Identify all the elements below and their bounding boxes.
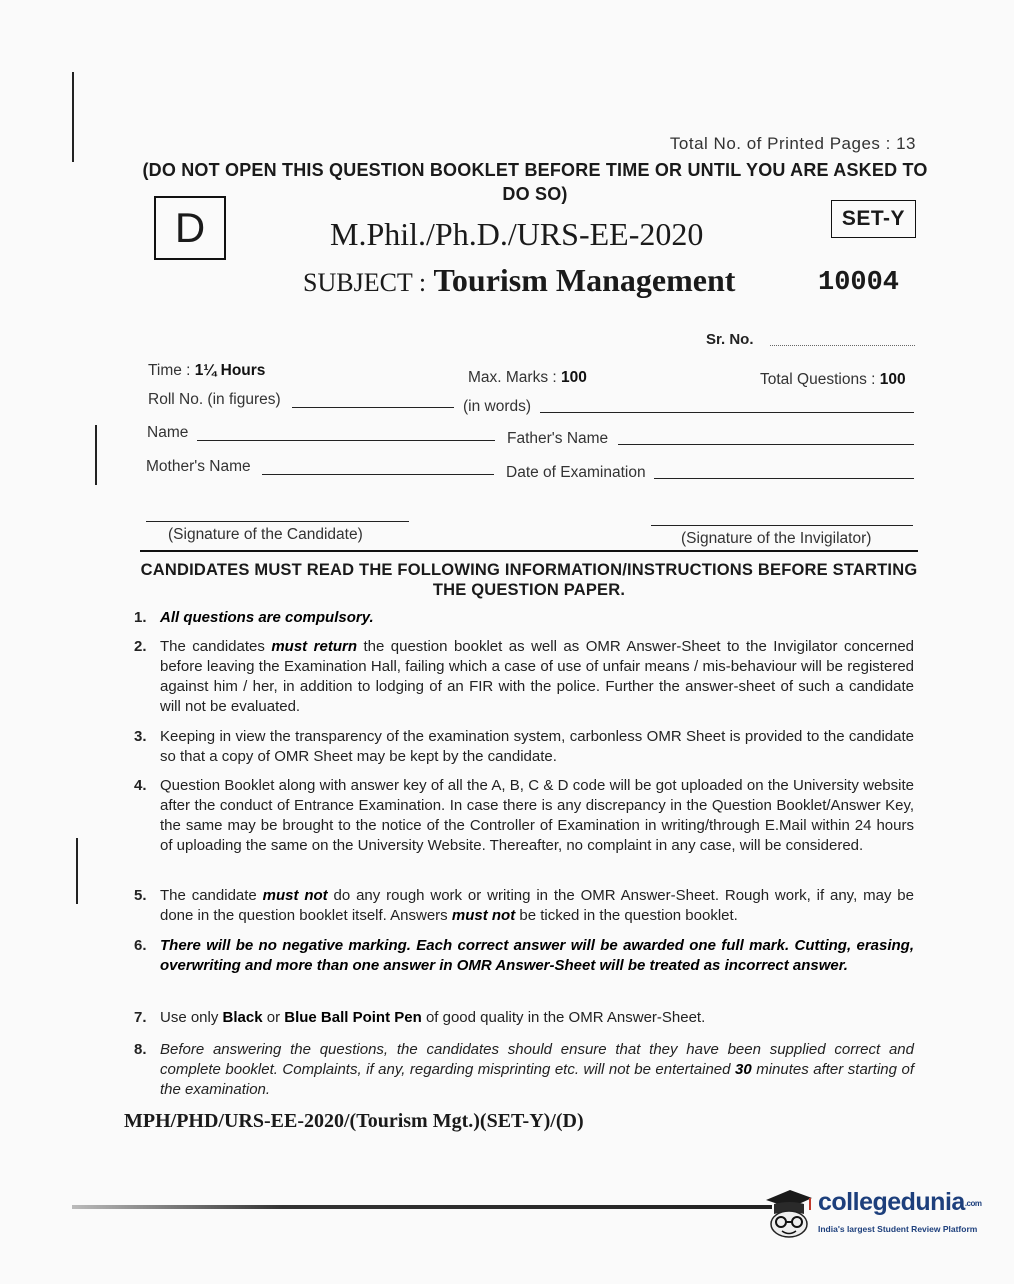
brand-name: collegedunia.com [818, 1188, 982, 1216]
instruction-text: Question Booklet along with answer key of all the A, B, C & D code will be got uploaded on the University website after the conduct of Entrance Examination. In case there is any discrepancy in the Question Booklet/Answer Key, the same may be brought to the notice of the Controller of Examination in writing/through E.Mail within 24 hours of uploading the same on the University Website. Thereafter, no complaint in any case, will be considered. [160, 777, 914, 854]
candidate-signature-label: (Signature of the Candidate) [168, 526, 363, 543]
instruction-text: Use only Black or Blue Ball Point Pen of good quality in the OMR Answer-Sheet. [160, 1009, 706, 1026]
exam-title: M.Phil./Ph.D./URS-EE-2020 [330, 216, 704, 252]
total-questions-field [760, 371, 906, 389]
instruction-number: 6. [134, 937, 147, 954]
date-of-exam-input[interactable] [654, 478, 914, 479]
max-marks-label: Max. Marks : [468, 369, 557, 386]
subject-label: SUBJECT : [303, 268, 427, 297]
instruction-text: The candidate must not do any rough work or writing in the OMR Answer-Sheet. Rough work, if any, may be done in the question booklet itself. Answers must not be ticked in the question booklet. [160, 887, 914, 924]
instruction-number: 8. [134, 1041, 147, 1058]
fathers-name-input[interactable] [618, 444, 914, 445]
printed-pages: Total No. of Printed Pages : 13 [669, 134, 916, 153]
name-input[interactable] [197, 440, 495, 441]
instruction-item [134, 1040, 914, 1100]
subject-line [303, 262, 735, 299]
time-label: Time : [148, 362, 191, 379]
instructions-heading: CANDIDATES MUST READ THE FOLLOWING INFORMATION/INSTRUCTIONS BEFORE STARTING THE QUESTION PAPER. [140, 561, 918, 599]
instruction-number: 7. [134, 1009, 147, 1026]
total-questions-label: Total Questions : [760, 371, 876, 388]
sr-no-label: Sr. No. [706, 331, 754, 348]
margin-mark [72, 72, 74, 162]
max-marks-field [468, 369, 587, 387]
max-marks-value: 100 [561, 369, 587, 386]
instruction-item [134, 776, 914, 856]
instruction-item [134, 727, 914, 767]
instruction-item [134, 637, 914, 717]
margin-mark [76, 838, 78, 904]
subject-code: 10004 [818, 268, 900, 298]
mascot-icon [760, 1180, 816, 1240]
set-box: SET-Y [831, 200, 916, 238]
instruction-number: 1. [134, 609, 147, 626]
instruction-item [134, 1008, 914, 1028]
bottom-bar [72, 1205, 772, 1209]
instruction-text: There will be no negative marking. Each correct answer will be awarded one full mark. Cutting, erasing, overwriting and more than one answer in OMR Answer-Sheet will be treated as incorrect answer. [160, 937, 914, 974]
time-value: 1¼ Hours [194, 362, 266, 379]
invigilator-signature-line[interactable] [651, 525, 913, 526]
sr-no-field[interactable] [770, 345, 915, 346]
warning-notice: (DO NOT OPEN THIS QUESTION BOOKLET BEFORE TIME OR UNTIL YOU ARE ASKED TO DO SO) [142, 160, 928, 204]
booklet-code-box: D [154, 196, 226, 260]
mothers-name-label: Mother's Name [146, 458, 251, 475]
instruction-text: The candidates must return the question booklet as well as OMR Answer-Sheet to the Invigilator concerned before leaving the Examination Hall, failing which a case of use of unfair means / mis-behaviour will be registered against him / her, in addition to lodging of an FIR with the police. Further the answer-sheet of such a candidate will not be evaluated. [160, 638, 914, 715]
brand-logo[interactable] [760, 1180, 990, 1240]
roll-no-figures-input[interactable] [292, 407, 454, 408]
instruction-text: All questions are compulsory. [160, 609, 374, 626]
fathers-name-label: Father's Name [507, 430, 609, 447]
roll-no-words-input[interactable] [540, 412, 914, 413]
margin-mark [95, 425, 97, 485]
divider [140, 550, 918, 552]
date-of-exam-label: Date of Examination [506, 464, 646, 481]
brand-tagline: India's largest Student Review Platform [818, 1224, 978, 1234]
roll-no-figures-label: Roll No. (in figures) [148, 391, 281, 408]
instruction-item [134, 936, 914, 976]
instruction-number: 3. [134, 728, 147, 745]
instruction-text: Keeping in view the transparency of the examination system, carbonless OMR Sheet is provided to the candidate so that a copy of OMR Sheet may be kept by the candidate. [160, 728, 914, 765]
subject-name: Tourism Management [433, 262, 736, 298]
total-questions-value: 100 [879, 371, 906, 388]
instruction-number: 4. [134, 777, 147, 794]
roll-no-words-label: (in words) [463, 398, 532, 415]
instruction-number: 5. [134, 887, 147, 904]
invigilator-signature-label: (Signature of the Invigilator) [681, 530, 872, 547]
candidate-signature-line[interactable] [146, 521, 409, 522]
time-field [148, 362, 265, 380]
instruction-item [134, 608, 914, 628]
instruction-text: Before answering the questions, the candidates should ensure that they have been supplied correct and complete booklet. Complaints, if any, regarding misprinting etc. will not be entertained 30 minutes after starting of the examination. [160, 1041, 914, 1098]
mothers-name-input[interactable] [262, 474, 494, 475]
instruction-number: 2. [134, 638, 147, 655]
instruction-item [134, 886, 914, 926]
footer-code: MPH/PHD/URS-EE-2020/(Tourism Mgt.)(SET-Y)/(D) [124, 1110, 584, 1132]
name-label: Name [147, 424, 189, 441]
